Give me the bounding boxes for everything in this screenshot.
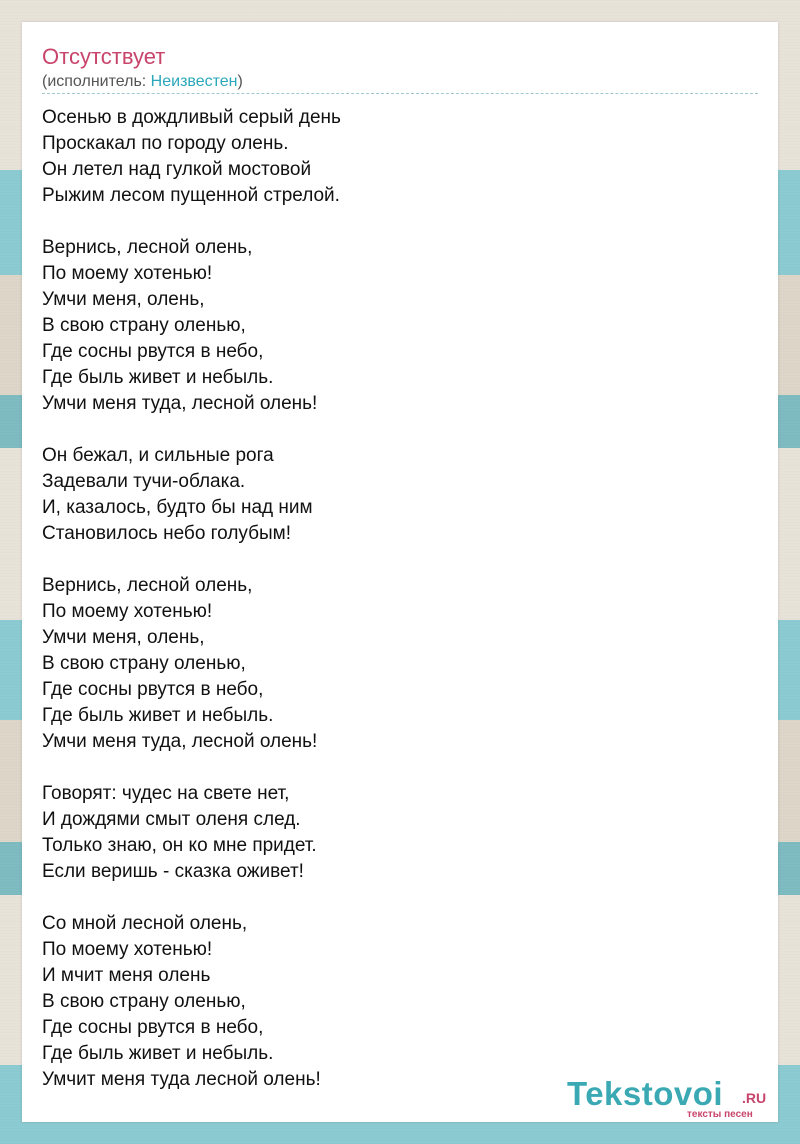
lyrics-stanza: [42, 781, 341, 885]
artist-suffix: ): [237, 73, 243, 90]
lyrics-line: Осенью в дождливый серый день: [42, 107, 341, 128]
lyrics-sheet: [22, 22, 778, 1122]
artist-link[interactable]: Неизвестен: [150, 73, 238, 90]
lyrics-line: Умчи меня, олень,: [42, 627, 205, 648]
lyrics-body: [42, 105, 341, 1093]
lyrics-line: По моему хотенью!: [42, 263, 213, 284]
lyrics-line: Где сосны рвутся в небо,: [42, 341, 264, 362]
lyrics-line: Рыжим лесом пущенной стрелой.: [42, 185, 340, 206]
lyrics-line: Где быль живет и небыль.: [42, 1043, 274, 1064]
lyrics-line: Он бежал, и сильные рога: [42, 445, 274, 466]
lyrics-line: Только знаю, он ко мне придет.: [42, 835, 317, 856]
lyrics-line: Становилось небо голубым!: [42, 523, 292, 544]
lyrics-stanza: [42, 911, 341, 1093]
lyrics-line: Умчи меня, олень,: [42, 289, 205, 310]
lyrics-line: Где быль живет и небыль.: [42, 705, 274, 726]
lyrics-stanza: [42, 573, 341, 755]
site-logo[interactable]: [567, 1072, 777, 1122]
lyrics-line: Если веришь - сказка оживет!: [42, 861, 304, 882]
lyrics-line: И, казалось, будто бы над ним: [42, 497, 313, 518]
lyrics-line: Где быль живет и небыль.: [42, 367, 274, 388]
lyrics-line: И дождями смыт оленя след.: [42, 809, 301, 830]
lyrics-line: Вернись, лесной олень,: [42, 575, 253, 596]
lyrics-line: В свою страну оленью,: [42, 991, 246, 1012]
artist-prefix: (исполнитель:: [42, 73, 151, 90]
lyrics-line: Вернись, лесной олень,: [42, 237, 253, 258]
lyrics-line: Проскакал по городу олень.: [42, 133, 289, 154]
title-divider: [42, 93, 758, 94]
lyrics-line: Где сосны рвутся в небо,: [42, 679, 264, 700]
lyrics-stanza: [42, 105, 341, 209]
lyrics-stanza: [42, 235, 341, 417]
logo-tagline: тексты песен: [687, 1109, 753, 1120]
lyrics-line: Задевали тучи-облака.: [42, 471, 246, 492]
lyrics-line: Умчи меня туда, лесной олень!: [42, 393, 318, 414]
lyrics-line: По моему хотенью!: [42, 939, 213, 960]
lyrics-stanza: [42, 443, 341, 547]
lyrics-line: Со мной лесной олень,: [42, 913, 248, 934]
logo-domain: .RU: [742, 1090, 767, 1106]
lyrics-line: Он летел над гулкой мостовой: [42, 159, 312, 180]
lyrics-line: Где сосны рвутся в небо,: [42, 1017, 264, 1038]
lyrics-line: В свою страну оленью,: [42, 653, 246, 674]
logo-wordmark: Tekstovoi: [567, 1075, 724, 1112]
lyrics-line: В свою страну оленью,: [42, 315, 246, 336]
lyrics-line: Умчит меня туда лесной олень!: [42, 1069, 321, 1090]
lyrics-line: Говорят: чудес на свете нет,: [42, 783, 290, 804]
lyrics-line: Умчи меня туда, лесной олень!: [42, 731, 318, 752]
artist-line: [42, 72, 243, 92]
lyrics-line: По моему хотенью!: [42, 601, 213, 622]
lyrics-line: И мчит меня олень: [42, 965, 211, 986]
song-title: Отсутствует: [42, 44, 166, 69]
